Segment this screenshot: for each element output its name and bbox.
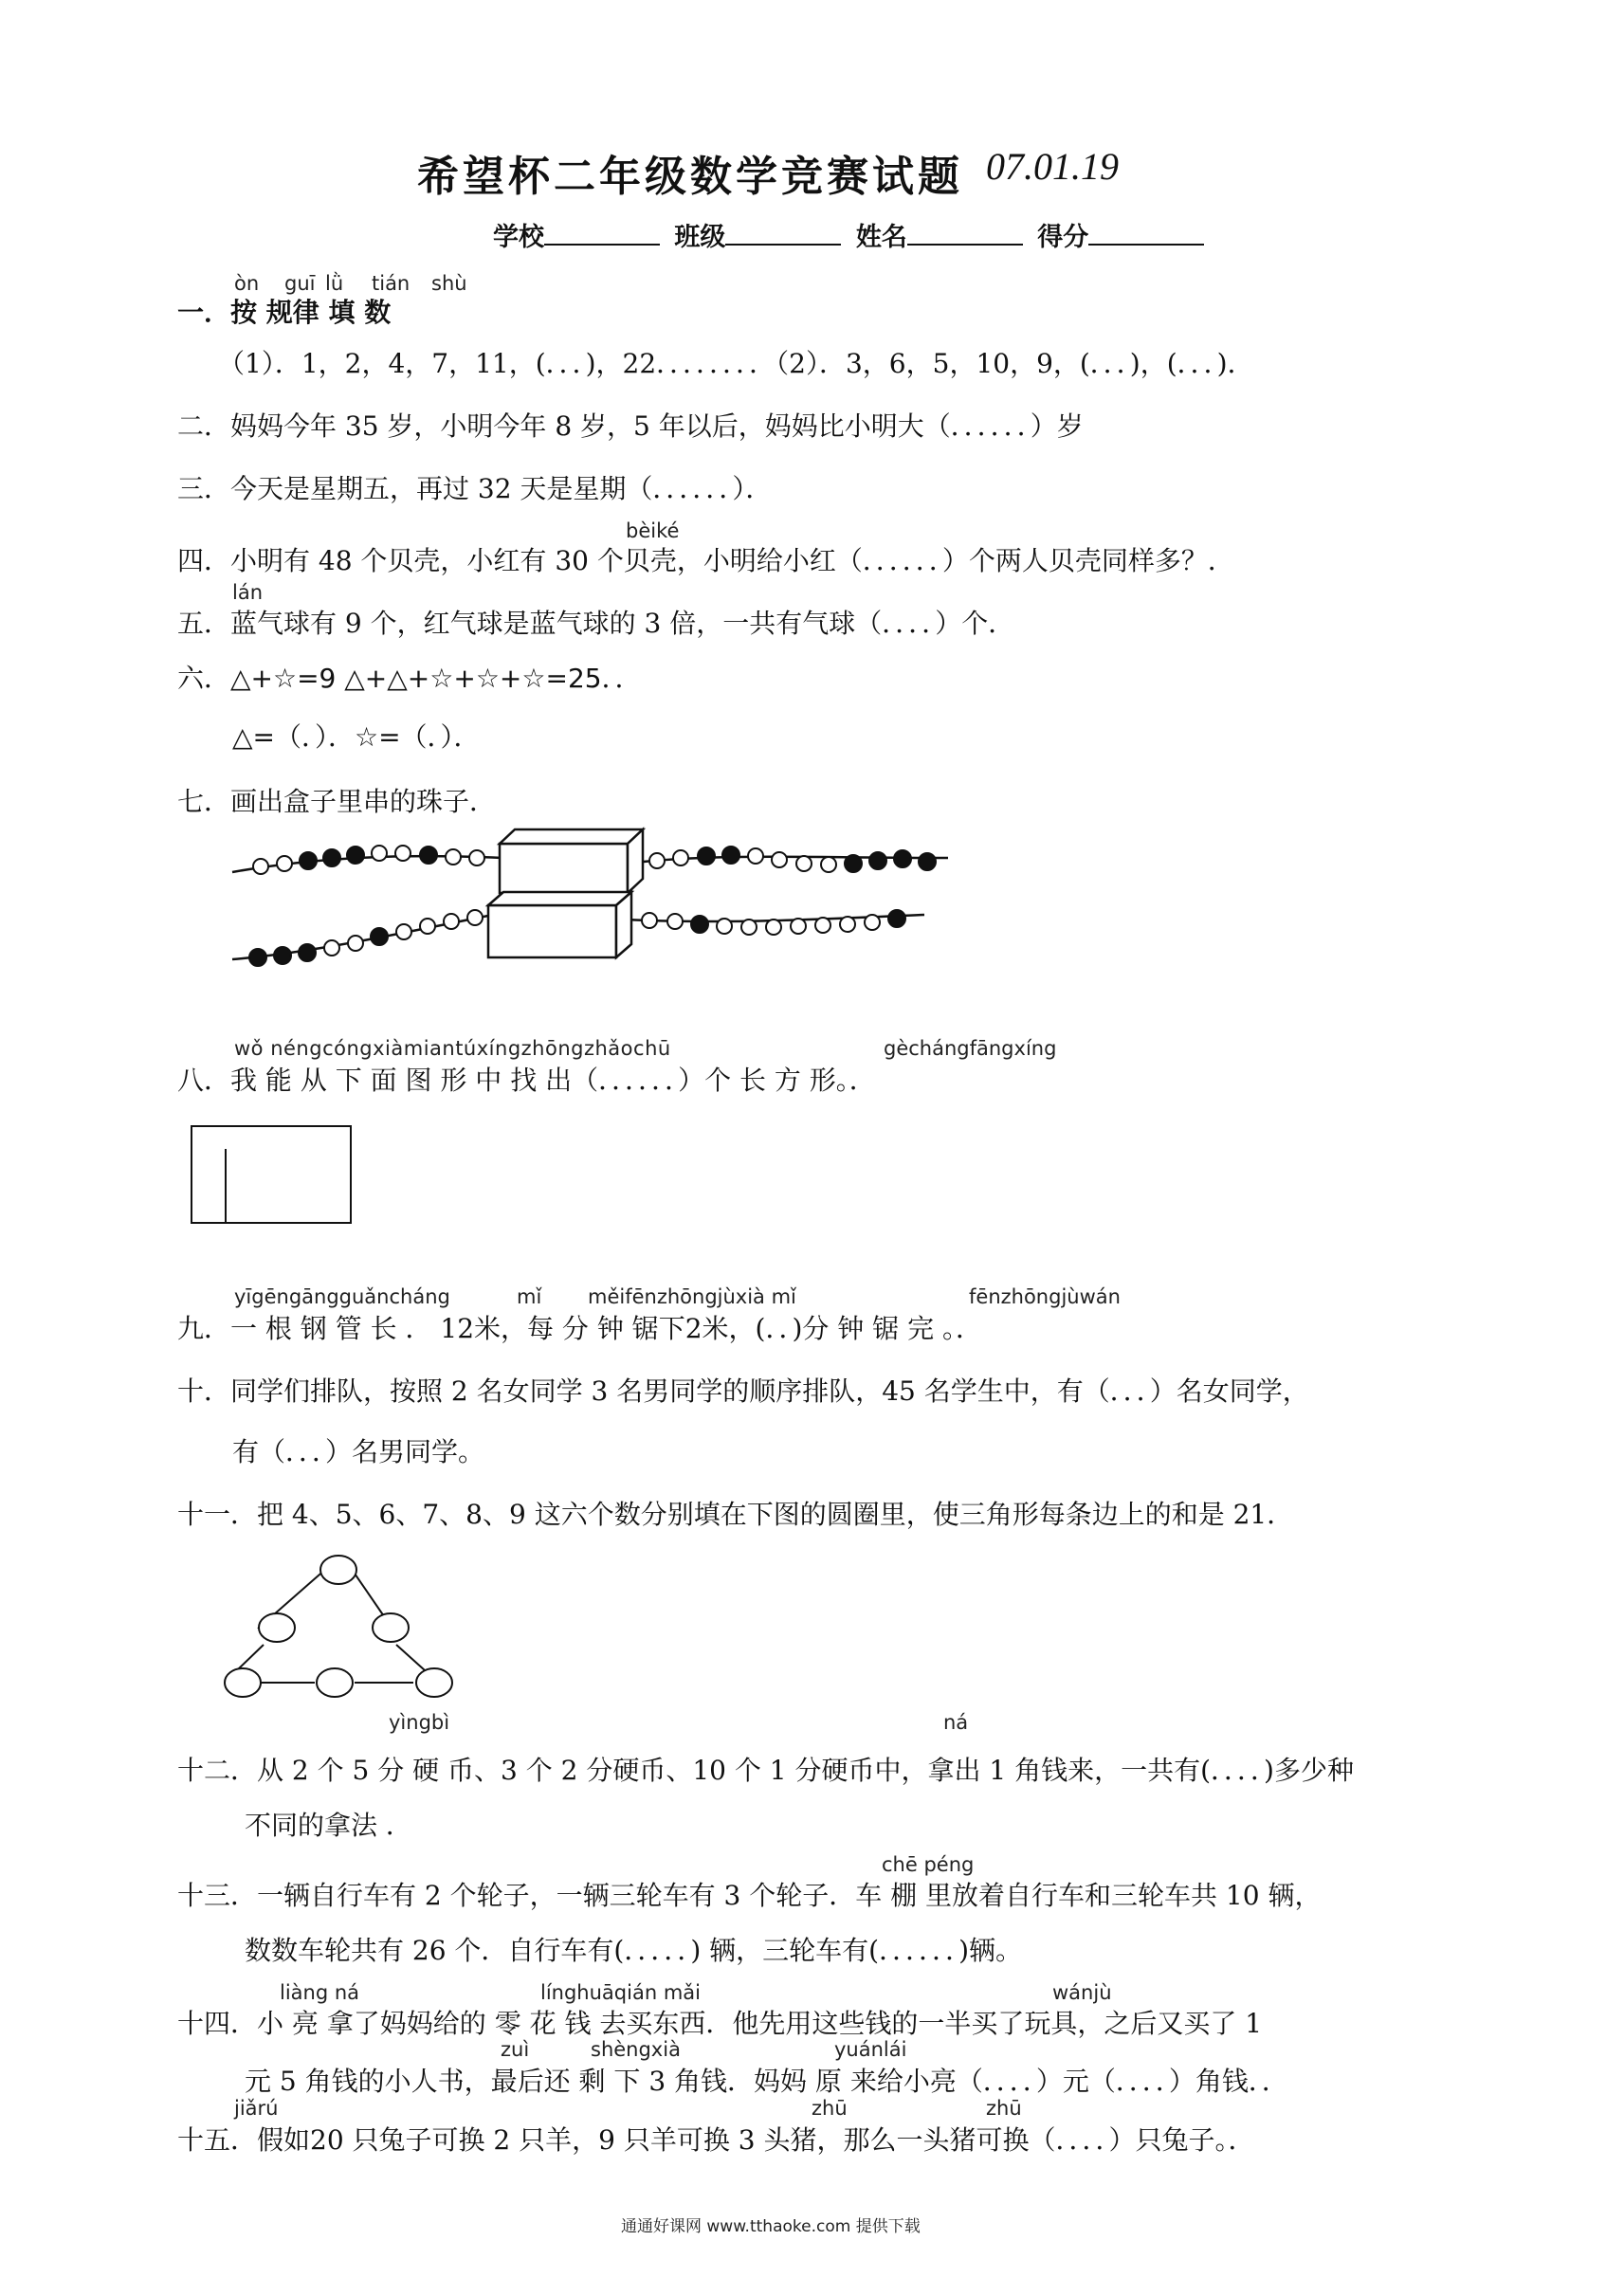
q13-line2: 数数车轮共有 26 个．自行车有(．．．．．) 辆，三轮车有(．．．．．．)辆。 [245, 1935, 1023, 1966]
q12-pinyin-b: ná [943, 1711, 969, 1734]
q14-pinyin-d: zuì [501, 2038, 530, 2061]
q11-triangle-figure [225, 1556, 452, 1697]
q9-text: 九．一 根 钢 管 长 ． 12米，每 分 钟 锯下2米，(．．)分 钟 锯 完 。． [177, 1313, 982, 1344]
q1-pinyin-lv: lǜ [325, 272, 344, 295]
bead-boxes [488, 829, 643, 957]
q1-pinyin-shu: shù [431, 272, 467, 295]
q14-line1: 十四．小 亮 拿了妈妈给的 零 花 钱 去买东西．他先用这些钱的一半买了玩具，之后又买了 1 [177, 2008, 1263, 2039]
q9-pinyin-a: yīgēngāngguǎncháng [234, 1285, 450, 1308]
page-footer: 通通好课网 www.tthaoke.com 提供下载 [621, 2217, 921, 2236]
exam-date: 07.01.19 [986, 145, 1119, 188]
q1-pinyin-gui: guī [284, 272, 316, 295]
q12-pinyin-a: yìngbì [389, 1711, 450, 1734]
q8-pinyin-left: wǒ néngcóngxiàmiantúxíngzhōngzhǎochū [234, 1037, 671, 1060]
q6-text: 六．△+☆=9 △+△+☆+☆+☆=25．． [177, 663, 642, 694]
q12-line2: 不同的拿法 ． [245, 1810, 412, 1841]
q3-text: 三．今天是星期五，再过 32 天是星期（．．．．．．）． [177, 473, 773, 504]
q15-pinyin-a: jiǎrú [234, 2097, 279, 2120]
q4-text: 四．小明有 48 个贝壳，小红有 30 个贝壳，小明给小红（．．．．．．）个两人贝壳同样多？． [177, 545, 1234, 576]
q9-pinyin-c: měifēnzhōngjùxià mǐ [588, 1285, 796, 1308]
q15-pinyin-c: zhū [986, 2097, 1022, 2120]
q15-pinyin-b: zhū [812, 2097, 848, 2120]
q14-pinyin-b: línghuāqián mǎi [540, 1981, 701, 2004]
q9-pinyin-d: fēnzhōngjùwán [969, 1285, 1121, 1308]
q8-rectangle-figure [192, 1126, 351, 1223]
q14-pinyin-c: wánjù [1052, 1981, 1112, 2004]
q5-text: 五．蓝气球有 9 个，红气球是蓝气球的 3 倍，一共有气球（．．．．）个． [177, 608, 1015, 639]
q14-pinyin-f: yuánlái [834, 2038, 907, 2061]
name-label: 姓名 [855, 223, 907, 252]
q8-pinyin-right: gèchángfāngxíng [884, 1037, 1057, 1060]
q10-line1: 十．同学们排队，按照 2 名女同学 3 名男同学的顺序排队，45 名学生中，有（．．．）名女同学， [177, 1375, 1309, 1407]
q14-pinyin-a: liàng ná [280, 1981, 360, 2004]
score-label: 得分 [1037, 223, 1089, 252]
q15-text: 十五．假如20 只兔子可换 2 只羊，9 只羊可换 3 头猪，那么一头猪可换（．．．．）只兔子。． [177, 2124, 1255, 2156]
q12-line1: 十二．从 2 个 5 分 硬 币、3 个 2 分硬币、10 个 1 分硬币中，拿出 1 角钱来，一共有(．．．．)多少种 [177, 1755, 1354, 1786]
q9-pinyin-b: mǐ [517, 1285, 542, 1308]
q10-line2: 有（．．．）名男同学。 [232, 1436, 485, 1467]
q14-line2: 元 5 角钱的小人书，最后还 剩 下 3 角钱．妈妈 原 来给小亮（．．．．）元（．．．．）角钱．． [245, 2066, 1288, 2097]
q1-sequences: （1）．1，2，4，7，11，(．．．)，22．．．．．．．．（2）．3，6，5，10，9，(．．．)，(．．．)． [218, 348, 1254, 379]
q5-pinyin: lán [232, 581, 264, 604]
page-title: 希望杯二年级数学竞赛试题 [417, 153, 963, 201]
q8-text: 八．我 能 从 下 面 图 形 中 找 出（．．．．．．）个 长 方 形。． [177, 1065, 876, 1096]
q6-answer-line: △=（．）．☆=（．）． [232, 721, 481, 753]
q4-pinyin: bèiké [626, 519, 680, 542]
q1-pinyin-an: òn [234, 272, 260, 295]
q11-text: 十一．把 4、5、6、7、8、9 这六个数分别填在下图的圆圈里，使三角形每条边上的和是 21． [177, 1499, 1294, 1530]
class-label: 班级 [674, 223, 726, 252]
q2-text: 二．妈妈今年 35 岁，小明今年 8 岁，5 年以后，妈妈比小明大（．．．．．．）岁 [177, 410, 1084, 442]
q1-pinyin-tian: tián [372, 272, 411, 295]
q1-title: 一．按 规律 填 数 [177, 297, 392, 328]
school-label: 学校 [493, 223, 544, 252]
q7-text: 七．画出盒子里串的珠子． [177, 786, 497, 817]
q13-line1: 十三．一辆自行车有 2 个轮子，一辆三轮车有 3 个轮子．车 棚 里放着自行车和三轮车共 10 辆， [177, 1880, 1322, 1911]
q14-pinyin-e: shèngxià [591, 2038, 681, 2061]
q13-pinyin: chē péng [882, 1853, 975, 1876]
